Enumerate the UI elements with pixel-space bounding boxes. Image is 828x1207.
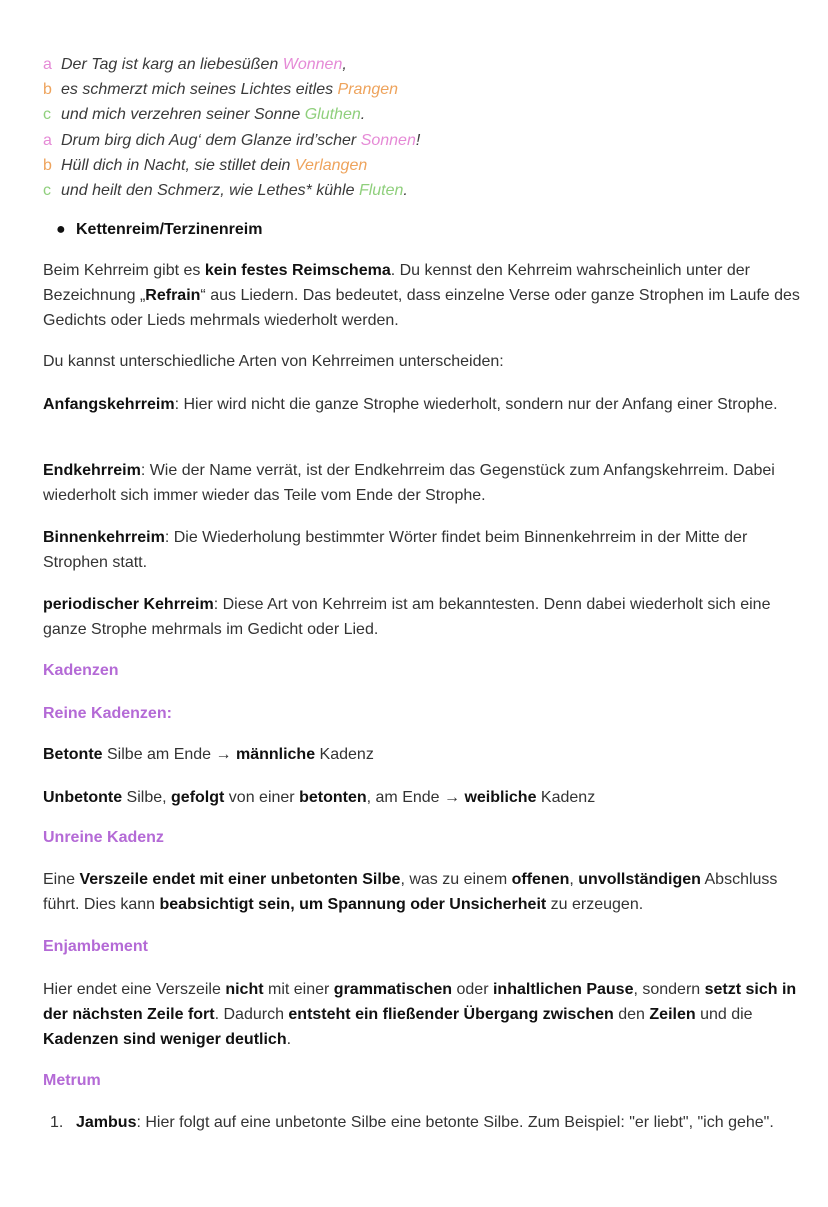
rhyme-word: Prangen [337, 81, 399, 99]
text: “ aus Liedern. Das bedeutet, dass einzelne Verse oder ganze Strophen im Laufe des Gedichts oder Lieds mehrmals wiederholt werden. [43, 287, 800, 330]
text: : Hier wird nicht die ganze Strophe wiederholt, sondern nur der Anfang einer Strophe. [174, 396, 778, 413]
endkehrreim-paragraph [43, 458, 803, 508]
bold-text: gefolgt [171, 789, 225, 806]
bold-text: beabsichtigt sein, um Spannung oder Unsicherheit [159, 896, 547, 914]
bullet-label: Kettenreim/Terzinenreim [76, 221, 263, 238]
bold-text: inhaltlichen Pause [492, 981, 634, 998]
anfangskehrreim-paragraph [43, 392, 803, 417]
poem-punct: , [342, 56, 347, 73]
heading-unreine-kadenz: Unreine Kadenz [43, 829, 164, 846]
term: periodischer Kehrreim [43, 596, 214, 613]
text: , am Ende → [366, 789, 465, 806]
poem-text: es schmerzt mich seines Lichtes eitles [61, 81, 338, 99]
heading-metrum: Metrum [43, 1072, 101, 1089]
text: : Hier folgt auf eine unbetonte Silbe eine betonte Silbe. Zum Beispiel: "er liebt", "ich gehe". [136, 1114, 774, 1131]
term: Jambus [76, 1114, 137, 1131]
text: den [613, 1006, 650, 1024]
term: Binnenkehrreim [43, 529, 165, 546]
text: Kadenz [536, 789, 596, 806]
text: , sondern [633, 981, 705, 998]
kehrreim-intro: Du kannst unterschiedliche Arten von Kehrreimen unterscheiden: [43, 353, 504, 370]
text: Hier endet eine Verszeile [43, 981, 226, 998]
text: Silbe, [122, 789, 172, 806]
bold-text: Zeilen [649, 1006, 696, 1024]
poem-punct: . [360, 106, 366, 124]
rhyme-letter: b [43, 81, 52, 99]
bold-text: kein festes Reimschema [204, 262, 391, 279]
text: , [569, 871, 579, 888]
bold-text: entsteht ein fließender Übergang zwischen [288, 1006, 614, 1024]
rhyme-letter: a [43, 56, 52, 73]
heading-enjambement: Enjambement [43, 938, 148, 955]
poem-line [43, 52, 420, 77]
text: zu erzeugen. [546, 896, 644, 914]
bold-text: Refrain [145, 287, 201, 305]
poem-line [43, 153, 420, 178]
rhyme-word: Wonnen [282, 56, 343, 73]
bold-text: Betonte [43, 746, 103, 763]
maennliche-kadenz-line [43, 742, 803, 767]
rhyme-word: Fluten [358, 181, 404, 199]
enjambement-paragraph [43, 977, 803, 1053]
text: . [286, 1031, 292, 1049]
rhyme-letter: a [43, 131, 52, 149]
heading-reine-kadenzen: Reine Kadenzen: [43, 705, 172, 722]
rhyme-letter: b [43, 156, 52, 174]
list-number: 1. [50, 1114, 64, 1131]
bold-text: grammatischen [333, 981, 453, 998]
bold-text: männliche [235, 746, 316, 763]
bold-text: offenen [511, 871, 570, 888]
poem-line [43, 102, 420, 127]
text: Eine [43, 871, 80, 888]
metrum-list-item [50, 1110, 790, 1135]
text: oder [452, 981, 493, 998]
bold-text: unvollständigen [578, 871, 701, 888]
rhyme-word: Verlangen [294, 156, 368, 174]
term: Endkehrreim [43, 462, 141, 479]
bold-text: Kadenzen sind weniger deutlich [43, 1031, 287, 1049]
text: Kadenz [315, 746, 374, 763]
poem-line [43, 128, 420, 153]
text: Beim Kehrreim gibt es [43, 262, 205, 279]
poem-punct: . [403, 181, 408, 199]
text: : Die Wiederholung bestimmter Wörter findet beim Binnenkehrreim in der Mitte der Strophen statt. [43, 529, 748, 572]
rhyme-letter: c [43, 181, 51, 199]
text: Silbe am Ende → [102, 746, 236, 763]
term: Anfangskehrreim [43, 396, 175, 413]
text: von einer [224, 789, 300, 806]
unreine-kadenz-paragraph [43, 867, 803, 917]
weibliche-kadenz-line [43, 785, 803, 810]
poem-punct: ! [415, 131, 421, 149]
poem-text: Der Tag ist karg an liebesüßen [61, 56, 283, 73]
bold-text: betonten [299, 789, 367, 806]
poem-text: Hüll dich in Nacht, sie stillet dein [61, 156, 295, 174]
text: . Dadurch [214, 1006, 289, 1024]
rhyme-letter: c [43, 106, 51, 124]
kehrreim-paragraph [43, 258, 803, 334]
bullet-item-kettenreim [56, 219, 262, 241]
text: mit einer [263, 981, 334, 998]
poem-text: und heilt den Schmerz, wie Lethes* kühle [61, 181, 359, 199]
poem-line [43, 77, 420, 102]
rhyme-word: Sonnen [360, 131, 416, 149]
bold-text: Verszeile endet mit einer unbetonten Silbe [79, 871, 401, 888]
rhyme-word: Gluthen [304, 106, 361, 124]
bold-text: setzt sich in der nächsten Zeile fort [43, 981, 797, 1024]
text: , was zu einem [400, 871, 512, 888]
text: . Du kennst den Kehrreim wahrscheinlich unter der Bezeichnung „ [43, 262, 751, 305]
poem-text: Drum birg dich Aug‘ dem Glanze ird’scher [61, 131, 361, 149]
bold-text: nicht [225, 981, 264, 998]
heading-kadenzen: Kadenzen [43, 662, 119, 679]
bullet-dot-icon: ● [56, 221, 66, 238]
bold-text: Unbetonte [43, 789, 123, 806]
text: und die [695, 1006, 753, 1024]
periodischer-kehrreim-paragraph [43, 592, 803, 642]
text: Abschluss führt. Dies kann [43, 871, 778, 914]
text: : Diese Art von Kehrreim ist am bekanntesten. Denn dabei wiederholt sich eine ganze Strophe mehrmals im Gedicht oder Lied. [43, 596, 771, 639]
bold-text: weibliche [464, 789, 537, 806]
binnenkehrreim-paragraph [43, 525, 803, 575]
text: : Wie der Name verrät, ist der Endkehrreim das Gegenstück zum Anfangskehrreim. Dabei wiederholt sich immer wieder das Teile vom Ende der Strophe. [43, 462, 775, 505]
poem-block [43, 52, 420, 203]
poem-text: und mich verzehren seiner Sonne [61, 106, 305, 124]
poem-line [43, 178, 420, 203]
